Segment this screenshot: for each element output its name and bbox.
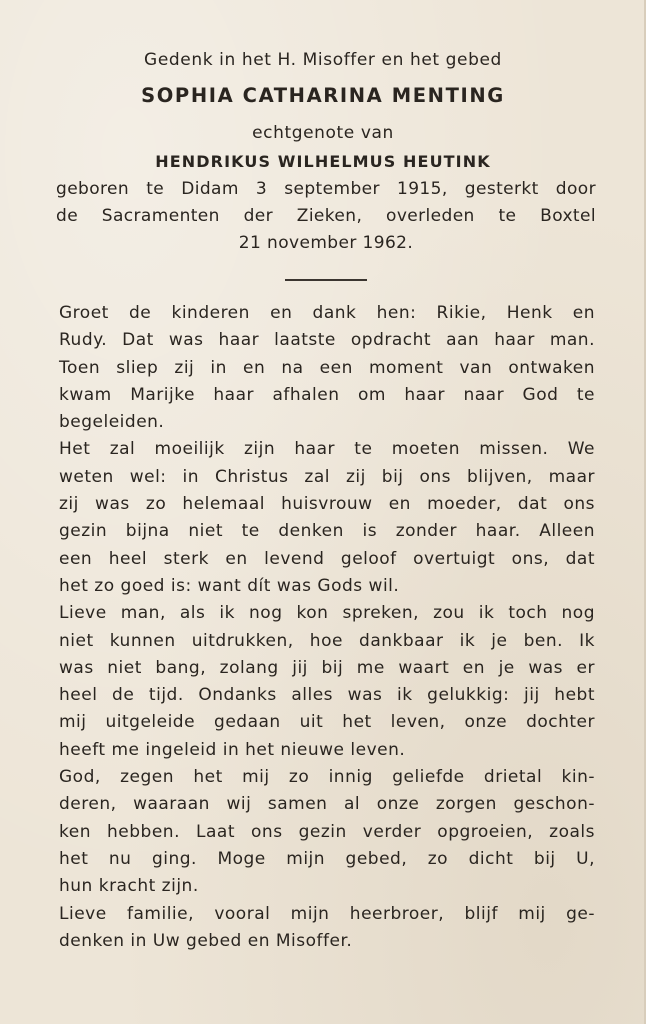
spouse-of-line: echtgenote van xyxy=(252,123,394,143)
body-line: Rudy. Dat was haar laatste opdracht aan haar man. xyxy=(59,330,595,351)
deceased-name: SOPHIA CATHARINA MENTING xyxy=(141,84,505,107)
body-line: Lieve familie, vooral mijn heerbroer, blijf mij ge- xyxy=(59,903,595,924)
body-line: niet kunnen uitdrukken, hoe dankbaar ik je ben. Ik xyxy=(59,630,595,651)
body-line: gezin bijna niet te denken is zonder haar. Alleen xyxy=(59,521,595,542)
body-line: heel de tijd. Ondanks alles was ik gelukkig: jij hebt xyxy=(59,685,595,706)
body-line: begeleiden. xyxy=(59,412,165,433)
body-line: Toen sliep zij in en na een moment van ontwaken xyxy=(59,357,595,378)
body-line: een heel sterk en levend geloof overtuigt ons, dat xyxy=(59,548,595,569)
body-line: deren, waaraan wij samen al onze zorgen geschon- xyxy=(59,794,595,815)
body-line: heeft me ingeleid in het nieuwe leven. xyxy=(59,739,406,760)
divider-rule xyxy=(285,279,367,281)
body-line: denken in Uw gebed en Misoffer. xyxy=(59,930,353,951)
body-line: zij was zo helemaal huisvrouw en moeder, dat ons xyxy=(59,494,595,515)
body-line: kwam Marijke haar afhalen om haar naar God te xyxy=(59,384,595,405)
details-line: de Sacramenten der Zieken, overleden te Boxtel xyxy=(56,206,596,226)
body-line: Het zal moeilijk zijn haar te moeten missen. We xyxy=(59,439,595,460)
body-line: Lieve man, als ik nog kon spreken, zou ik toch nog xyxy=(59,603,595,624)
body-line: hun kracht zijn. xyxy=(59,876,199,897)
details-line: 21 november 1962. xyxy=(238,233,414,253)
body-line: God, zegen het mij zo innig geliefde drietal kin- xyxy=(59,767,595,788)
intro-line: Gedenk in het H. Misoffer en het gebed xyxy=(144,50,502,70)
body-line: Groet de kinderen en dank hen: Rikie, Henk en xyxy=(59,303,595,323)
card-header xyxy=(0,46,646,257)
body-line: was niet bang, zolang jij bij me waart en je was er xyxy=(59,657,595,678)
body-text xyxy=(59,300,595,955)
body-line: ken hebben. Laat ons gezin verder opgroeien, zoals xyxy=(59,821,595,842)
details-line: geboren te Didam 3 september 1915, gesterkt door xyxy=(56,179,596,199)
body-line: mij uitgeleide gedaan uit het leven, onze dochter xyxy=(59,712,595,733)
spouse-name: HENDRIKUS WILHELMUS HEUTINK xyxy=(155,152,491,171)
body-line: het nu ging. Moge mijn gebed, zo dicht bij U, xyxy=(59,848,595,869)
body-line: weten wel: in Christus zal zij bij ons blijven, maar xyxy=(59,466,595,487)
body-line: het zo goed is: want dít was Gods wil. xyxy=(59,575,400,596)
